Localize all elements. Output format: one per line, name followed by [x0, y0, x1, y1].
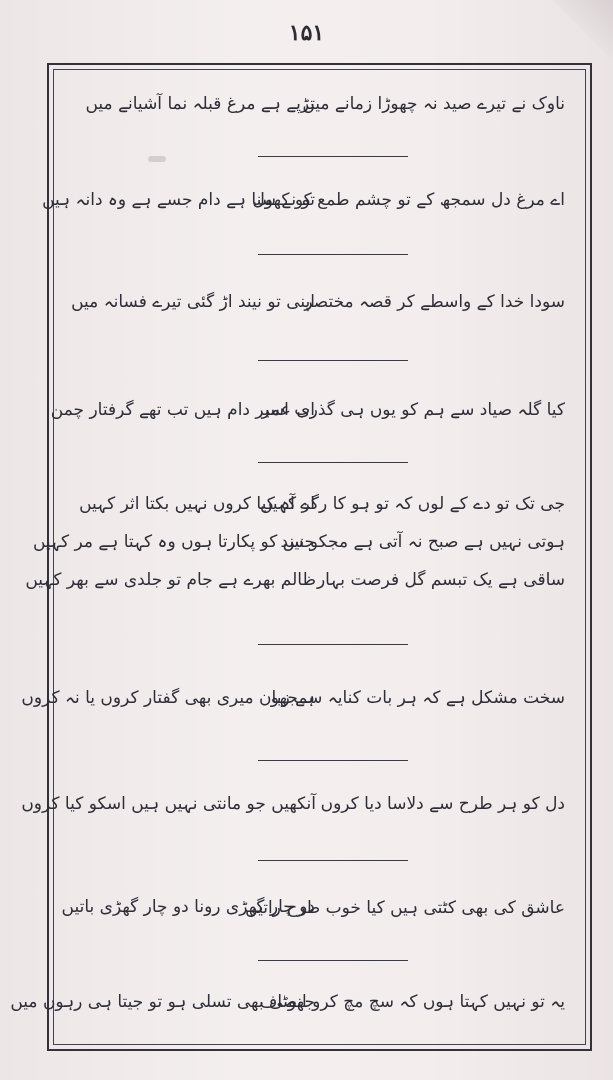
couplet-8 — [60, 888, 579, 926]
verse-line — [25, 560, 579, 598]
first-hemistich: ناوک نے تیرے صید نہ چھوڑا زمانے میں — [302, 93, 565, 114]
verse-line — [21, 784, 579, 822]
first-hemistich: کیا گلہ صیاد سے ہم کو یوں ہی گذری عمر — [261, 399, 565, 420]
first-hemistich: عاشق کی بھی کٹتی ہیں کیا خوب طرح راتیں — [245, 897, 565, 918]
verse-line — [60, 84, 579, 122]
couplet-3 — [60, 282, 579, 320]
verse-line — [60, 282, 579, 320]
couplet-4 — [50, 390, 579, 428]
stanza-divider — [258, 156, 408, 157]
second-hemistich: اے آہ کیا کروں نہیں بکتا اثر کہیں — [79, 493, 315, 514]
stanza-divider — [258, 860, 408, 861]
verse-line — [21, 678, 579, 716]
first-hemistich: سودا خدا کے واسطے کر قصہ مختصر — [304, 291, 565, 312]
couplet-9 — [10, 982, 579, 1020]
second-hemistich: جس کو پکارتا ہوں وہ کہتا ہے مر کہیں — [32, 531, 315, 552]
stanza-divider — [258, 254, 408, 255]
stanza-divider — [258, 462, 408, 463]
first-hemistich: یہ تو نہیں کہتا ہوں کہ سچ مچ کرو انصاف — [259, 991, 565, 1012]
second-hemistich: اب اسیر دام ہیں تب تھے گرفتار چمن — [50, 399, 315, 420]
first-hemistich: ساقی ہے یک تبسم گل فرصت بہار — [316, 569, 565, 590]
first-hemistich: ہوتی نہیں ہے صبح نہ آتی ہے مجکو نیند — [280, 531, 565, 552]
stanza-divider — [258, 760, 408, 761]
verse-line — [50, 390, 579, 428]
second-hemistich: اپنی تو نیند اڑ گئی تیرے فسانہ میں — [71, 291, 315, 312]
couplet-1 — [60, 84, 579, 122]
verse-line — [10, 982, 579, 1020]
first-hemistich: دل کو ہر طرح سے دلاسا دیا کروں — [320, 793, 565, 814]
couplet-6 — [21, 678, 579, 716]
verse-line — [60, 484, 579, 522]
verse-line — [32, 522, 579, 560]
second-hemistich: ہے زبان میری بھی گفتار کروں یا نہ کروں — [21, 687, 315, 708]
stanza-divider — [258, 644, 408, 645]
first-hemistich: اے مرغ دل سمجھ کے تو چشم طمع کو کھول — [252, 189, 565, 210]
second-hemistich: جھوٹی بھی تسلی ہو تو جیتا ہی رہوں میں — [10, 991, 315, 1012]
second-hemistich: دو چار گھڑی رونا دو چار گھڑی باتیں — [61, 897, 315, 917]
page-number: ۱۵۱ — [288, 20, 325, 46]
poem-body — [10, 72, 579, 1040]
verse-line — [42, 180, 579, 218]
stanza-divider — [258, 360, 408, 361]
couplet-5 — [25, 484, 579, 598]
couplet-7 — [21, 784, 579, 822]
couplet-2 — [42, 180, 579, 218]
second-hemistich: ظالم بھرے ہے جام تو جلدی سے بھر کہیں — [25, 569, 316, 590]
first-hemistich: سخت مشکل ہے کہ ہر بات کنایہ سمجھو — [270, 687, 565, 708]
second-hemistich: تڑپے ہے مرغ قبلہ نما آشیانے میں — [85, 93, 315, 114]
stanza-divider — [258, 960, 408, 961]
verse-line — [60, 888, 579, 926]
first-hemistich: جی تک تو دے کے لوں کہ تو ہو کا رگر کہیں — [259, 493, 565, 514]
second-hemistich: آنکھیں جو مانتی نہیں ہیں اسکو کیا کروں — [21, 793, 316, 814]
second-hemistich: تو نے سنا ہے دام جسے ہے وہ دانہ ہیں — [42, 189, 315, 210]
